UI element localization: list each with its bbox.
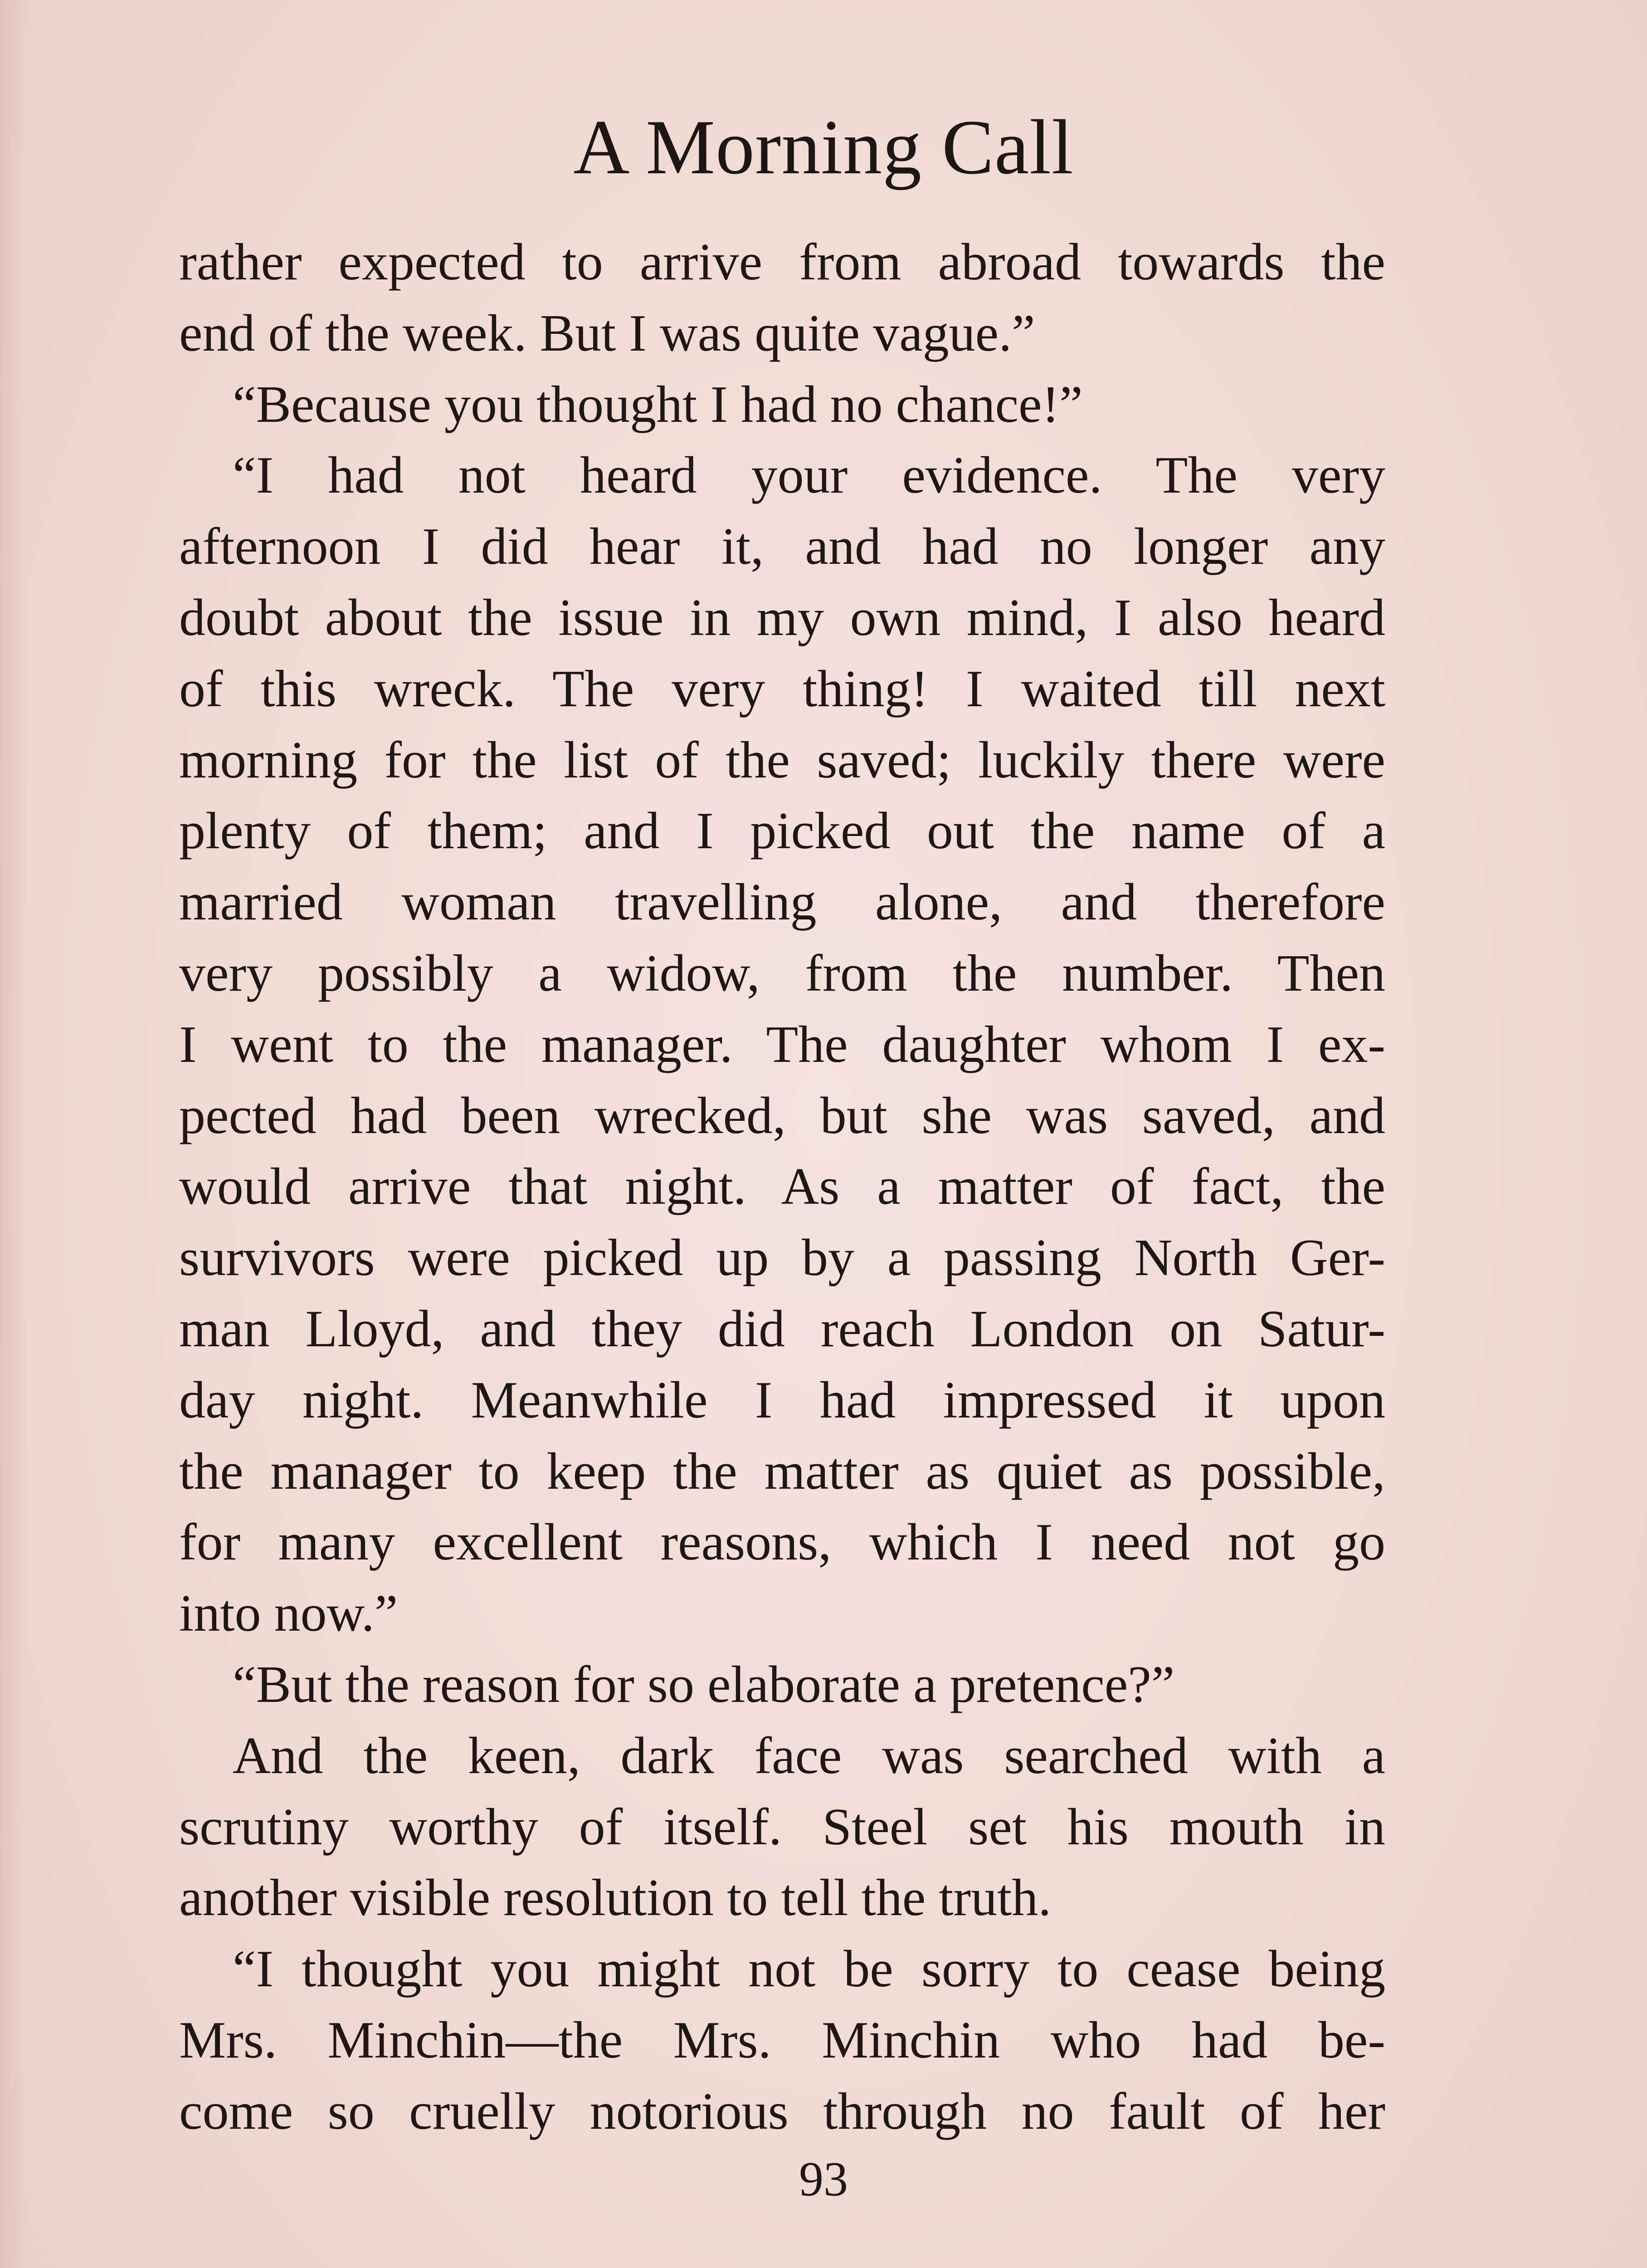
text-line: would arrive that night. As a matter of fact, the bbox=[179, 1158, 1385, 1216]
text-line: the manager to keep the matter as quiet as possible, bbox=[179, 1442, 1385, 1501]
text-line: morning for the list of the saved; luckily there were bbox=[179, 731, 1385, 789]
text-line: “I had not heard your evidence. The very bbox=[233, 446, 1385, 505]
text-line: come so cruelly notorious through no fault of her bbox=[179, 2082, 1385, 2141]
text-line: for many excellent reasons, which I need not go bbox=[179, 1513, 1385, 1572]
running-head: A Morning Call bbox=[573, 104, 1074, 191]
page-edge-shadow bbox=[0, 0, 27, 2268]
text-line: scrutiny worthy of itself. Steel set his mouth in bbox=[179, 1798, 1385, 1856]
text-line: married woman travelling alone, and therefore bbox=[179, 873, 1385, 932]
text-line: pected had been wrecked, but she was saved, and bbox=[179, 1086, 1385, 1145]
text-line: afternoon I did hear it, and had no longer any bbox=[179, 518, 1385, 576]
text-line: end of the week. But I was quite vague.” bbox=[179, 304, 1035, 362]
text-line: “But the reason for so elaborate a pretence?” bbox=[233, 1655, 1175, 1714]
body-text bbox=[179, 227, 1385, 2147]
text-line: day night. Meanwhile I had impressed it upon bbox=[179, 1371, 1385, 1429]
text-line: very possibly a widow, from the number. Then bbox=[179, 944, 1385, 1002]
text-line: another visible resolution to tell the truth. bbox=[179, 1869, 1052, 1927]
text-line: survivors were picked up by a passing North Ger- bbox=[179, 1229, 1385, 1287]
text-line: doubt about the issue in my own mind, I also heard bbox=[179, 588, 1385, 647]
page-number: 93 bbox=[799, 2152, 848, 2206]
text-line: of this wreck. The very thing! I waited till next bbox=[179, 660, 1385, 718]
text-line: man Lloyd, and they did reach London on Satur- bbox=[179, 1300, 1385, 1358]
text-line: And the keen, dark face was searched with a bbox=[233, 1726, 1385, 1785]
text-line: “Because you thought I had no chance!” bbox=[233, 375, 1083, 434]
text-line: I went to the manager. The daughter whom I ex- bbox=[179, 1015, 1385, 1074]
text-line: rather expected to arrive from abroad towards the bbox=[179, 233, 1385, 291]
text-line: into now.” bbox=[179, 1584, 398, 1643]
text-line: plenty of them; and I picked out the name of a bbox=[179, 802, 1385, 860]
text-line: Mrs. Minchin—the Mrs. Minchin who had be- bbox=[179, 2011, 1385, 2069]
text-line: “I thought you might not be sorry to cease being bbox=[233, 1940, 1385, 1999]
